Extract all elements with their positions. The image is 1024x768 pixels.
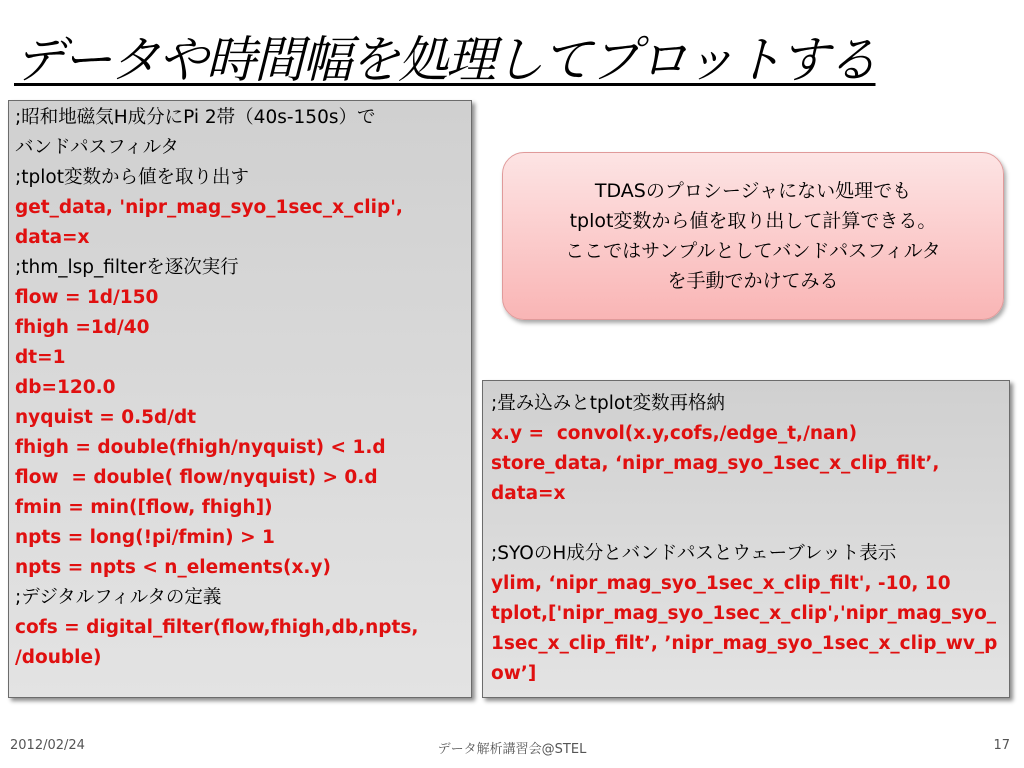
code-line: x.y = convol(x.y,cofs,/edge_t,/nan)	[491, 423, 858, 444]
code-line: get_data, 'nipr_mag_syo_1sec_x_clip',	[15, 197, 403, 218]
callout-line: ここではサンプルとしてバンドパスフィルタ	[565, 240, 941, 262]
code-line: db=120.0	[15, 377, 116, 398]
comment-line: ;昭和地磁気H成分にPi 2帯（40s-150s）で	[15, 107, 376, 128]
callout-line: TDASのプロシージャにない処理でも	[594, 180, 912, 202]
callout-line: tplot変数から値を取り出して計算できる。	[569, 210, 937, 232]
code-line: dt=1	[15, 347, 66, 368]
code-line: fhigh = double(fhigh/nyquist) < 1.d	[15, 437, 386, 458]
code-line: npts = npts < n_elements(x.y)	[15, 557, 331, 578]
comment-line: ;デジタルフィルタの定義	[15, 587, 222, 608]
comment-line: ;SYOのH成分とバンドパスとウェーブレット表示	[491, 543, 897, 564]
code-line: flow = 1d/150	[15, 287, 159, 308]
code-line: flow = double( flow/nyquist) > 0.d	[15, 467, 378, 488]
comment-line: バンドパスフィルタ	[15, 137, 179, 158]
page-number: 17	[993, 738, 1010, 753]
comment-line: ;thm_lsp_filterを逐次実行	[15, 257, 239, 278]
callout-line: を手動でかけてみる	[667, 270, 839, 292]
footer-title: データ解析講習会@STEL	[437, 742, 587, 757]
comment-line: ;tplot変数から値を取り出す	[15, 167, 249, 188]
callout-box	[502, 152, 1004, 320]
code-line: cofs = digital_filter(flow,fhigh,db,npts,	[15, 617, 419, 638]
code-line: data=x	[15, 227, 90, 248]
blank-line	[491, 509, 1001, 539]
code-line: fhigh =1d/40	[15, 317, 150, 338]
code-line: data=x	[491, 483, 566, 504]
code-line: fmin = min([flow, fhigh])	[15, 497, 273, 518]
code-line: store_data, ‘nipr_mag_syo_1sec_x_clip_filt’,	[491, 453, 940, 474]
slide-title: データや時間幅を処理してプロットする	[14, 31, 876, 89]
code-line: tplot,['nipr_mag_syo_1sec_x_clip','nipr_mag_syo_1sec_x_clip_filt’, ’nipr_mag_syo_1sec_x_clip_wv_pow’]	[491, 603, 998, 684]
code-line: npts = long(!pi/fmin) > 1	[15, 527, 275, 548]
code-line: ylim, ‘nipr_mag_syo_1sec_x_clip_filt', -10, 10	[491, 573, 951, 594]
code-box-left	[8, 100, 472, 698]
code-box-right	[482, 380, 1010, 698]
footer-date: 2012/02/24	[10, 738, 85, 753]
code-line: /double)	[15, 647, 102, 668]
code-line: nyquist = 0.5d/dt	[15, 407, 197, 428]
comment-line: ;畳み込みとtplot変数再格納	[491, 393, 725, 414]
